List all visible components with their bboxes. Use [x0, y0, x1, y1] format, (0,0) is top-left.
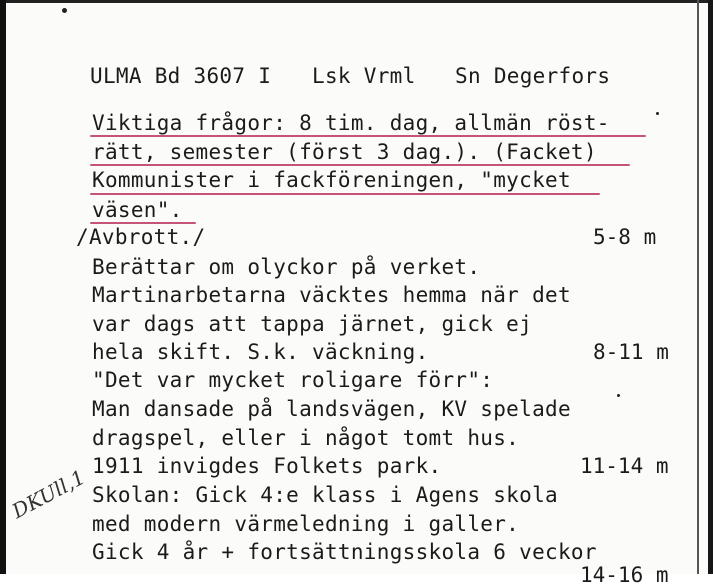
- text-line: Viktiga frågor: 8 tim. dag, allmän röst-: [92, 111, 610, 135]
- text-line: /Avbrott./: [76, 225, 206, 249]
- text-line: väsen".: [92, 198, 183, 222]
- text-line: rätt, semester (först 3 dag.). (Facket): [92, 140, 597, 164]
- scan-edge-right: [708, 0, 713, 574]
- timestamp: 8-11 m: [593, 340, 669, 364]
- underline: [90, 222, 196, 224]
- underline: [90, 193, 600, 195]
- timestamp: 11-14 m: [580, 454, 669, 478]
- scan-edge-left: [0, 0, 6, 574]
- text-line: Man dansade på landsvägen, KV spelade: [92, 397, 571, 421]
- header-parish: Sn Degerfors: [455, 64, 611, 88]
- text-line: var dags att tappa järnet, gick ej: [92, 312, 533, 336]
- scan-edge-top: [0, 0, 713, 3]
- header-archive: ULMA Bd 3607 I: [90, 64, 272, 88]
- text-line: Martinarbetarna väcktes hemma när det: [92, 283, 571, 307]
- scan-speck: [656, 112, 659, 115]
- text-line: "Det var mycket roligare förr":: [92, 368, 494, 392]
- text-line: Skolan: Gick 4:e klass i Agens skola: [92, 483, 558, 507]
- underline: [90, 135, 646, 137]
- scan-speck: [62, 8, 67, 13]
- scan-edge-right-inner: [697, 0, 699, 574]
- timestamp: 5-8 m: [593, 225, 657, 249]
- underline: [90, 164, 630, 166]
- header-region: Lsk Vrml: [312, 64, 416, 88]
- text-line: 1911 invigdes Folkets park.: [92, 454, 442, 478]
- text-line: Gick 4 år + fortsättningsskola 6 veckor: [92, 540, 597, 564]
- text-line: med modern värmeledning i galler.: [92, 512, 520, 536]
- timestamp: 14-16 m: [580, 563, 669, 587]
- text-line: Berättar om olyckor på verket.: [92, 255, 481, 279]
- text-line: dragspel, eller i något tomt hus.: [92, 426, 520, 450]
- text-line: Kommunister i fackföreningen, "mycket: [92, 168, 571, 192]
- scan-speck: [617, 394, 620, 397]
- text-line: hela skift. S.k. väckning.: [92, 340, 429, 364]
- archive-stamp: DKUll,1: [8, 464, 90, 524]
